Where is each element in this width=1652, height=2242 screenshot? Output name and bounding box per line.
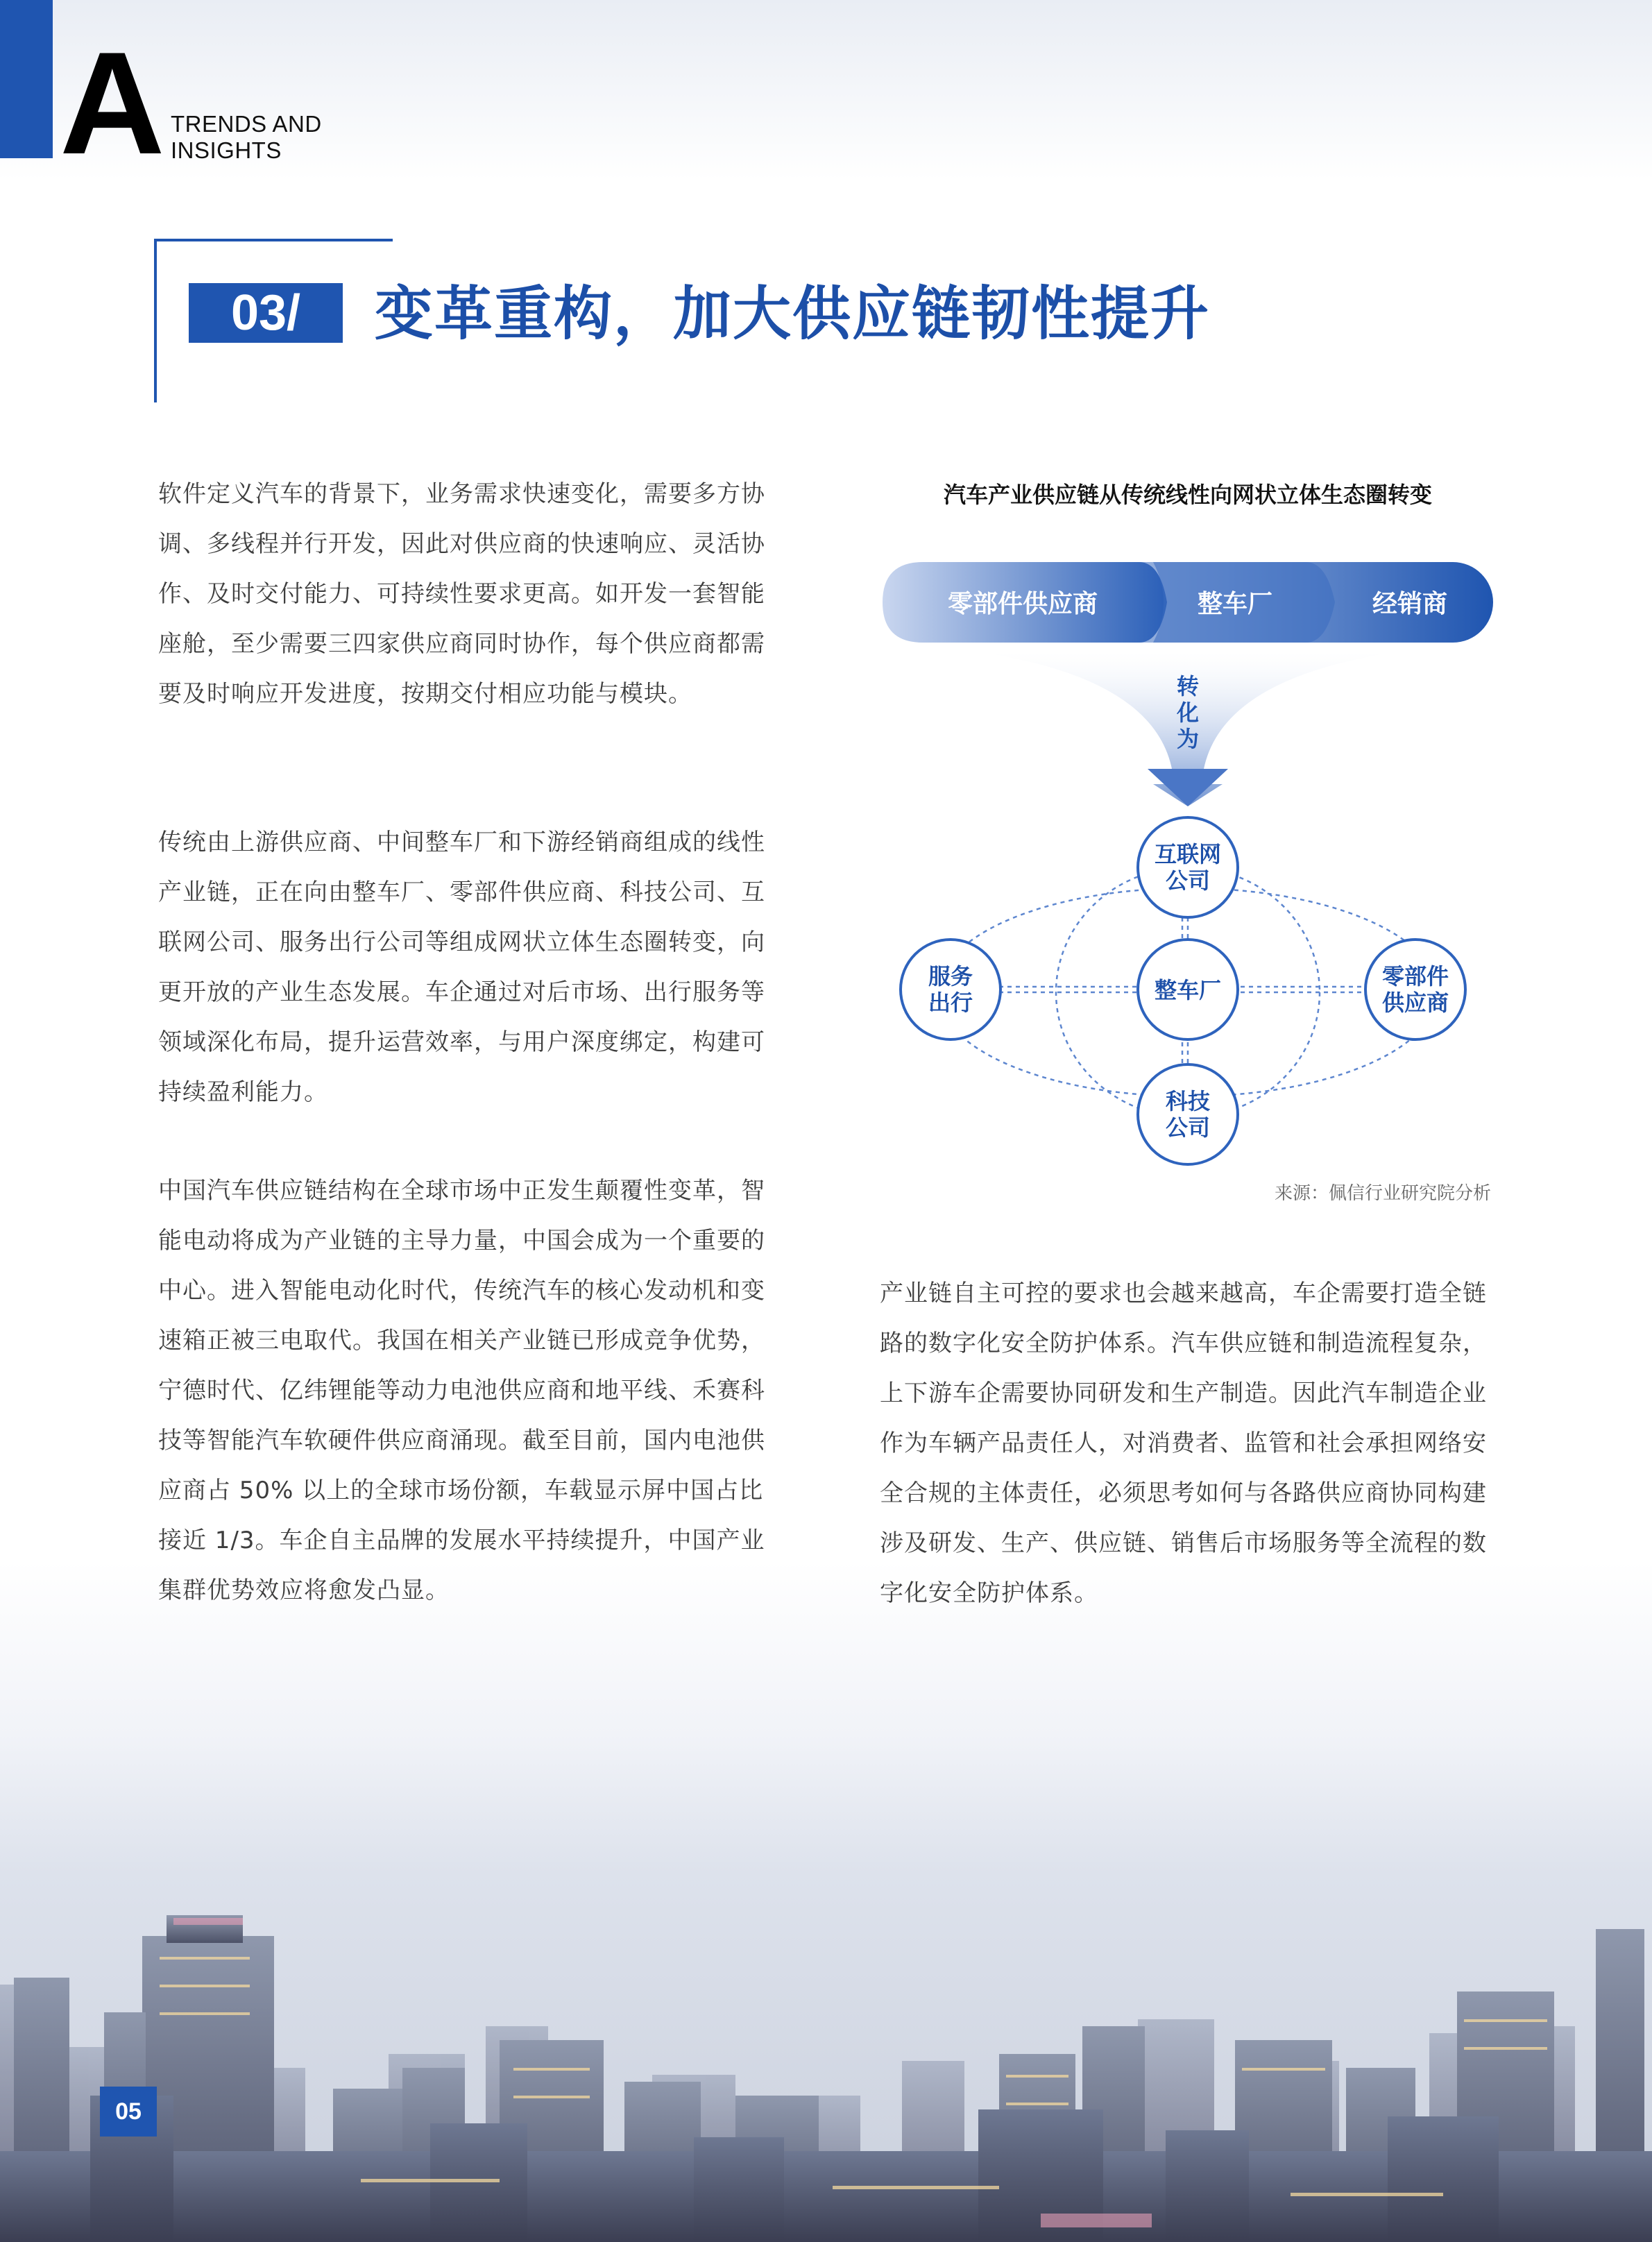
linear-chain-bar — [883, 562, 1493, 643]
section-tag-line2: INSIGHTS — [171, 137, 282, 163]
node-parts-supplier — [1365, 940, 1465, 1039]
section-tag-line1: TRENDS AND — [171, 111, 322, 137]
node-oem-label: 整车厂 — [1154, 977, 1222, 1003]
arrow-label-3: 为 — [1176, 726, 1200, 752]
node-mobility-service — [901, 940, 1000, 1039]
node-tech-line2: 公司 — [1165, 1114, 1211, 1141]
node-internet-company — [1138, 817, 1238, 917]
left-paragraph-2: 传统由上游供应商、中间整车厂和下游经销商组成的线性产业链，正在向由整车厂、零部件供应商、科技公司、互联网公司、服务出行公司等组成网状立体生态圈转变，向更开放的产业生态发展。车企通过对后市场、出行服务等领域深化布局，提升运营效率，与用户深度绑定，构建可持续盈利能力。 — [158, 829, 765, 1106]
header-accent-bar — [0, 0, 53, 158]
transform-arrow — [980, 652, 1396, 806]
supply-chain-diagram — [876, 548, 1500, 1180]
right-paragraph-1: 产业链自主可控的要求也会越来越高，车企需要打造全链路的数字化安全防护体系。汽车供应链和制造流程复杂，上下游车企需要协同研发和生产制造。因此汽车制造企业作为车辆产品责任人，对消费者、监管和社会承担网络安全合规的主体责任，必须思考如何与各路供应商协同构建涉及研发、生产、供应链、销售后市场服务等全流程的数字化安全防护体系。 — [880, 1280, 1487, 1607]
city-skyline-image — [0, 1887, 1652, 2242]
diagram-source: 来源：佩信行业研究院分析 — [1274, 1183, 1491, 1204]
node-mobility-line2: 出行 — [928, 990, 973, 1016]
node-internet-line1: 互联网 — [1154, 841, 1222, 867]
chain-label-parts: 零部件供应商 — [947, 590, 1098, 618]
arrow-label-1: 转 — [1176, 673, 1200, 699]
title-number-badge: 03/ — [189, 283, 343, 343]
node-mobility-line1: 服务 — [928, 963, 973, 990]
left-paragraph-1: 软件定义汽车的背景下，业务需求快速变化，需要多方协调、多线程并行开发，因此对供应商的快速响应、灵活协作、及时交付能力、可持续性要求更高。如开发一套智能座舱，至少需要三四家供应商同时协作，每个供应商都需要及时响应开发进度，按期交付相应功能与模块。 — [158, 480, 765, 708]
node-oem — [1138, 940, 1238, 1039]
section-letter: A — [60, 22, 165, 185]
title-frame-horizontal — [154, 239, 393, 241]
node-tech-company — [1138, 1064, 1238, 1164]
page-number: 05 — [100, 2087, 157, 2137]
page-title: 变革重构，加大供应链韧性提升 — [375, 280, 1211, 348]
title-frame-vertical — [154, 239, 157, 402]
section-tag — [171, 111, 322, 164]
chain-label-oem: 整车厂 — [1197, 590, 1273, 618]
node-parts-line2: 供应商 — [1381, 990, 1449, 1016]
node-internet-line2: 公司 — [1165, 867, 1211, 894]
diagram-title: 汽车产业供应链从传统线性向网状立体生态圈转变 — [943, 482, 1432, 508]
arrow-label-2: 化 — [1176, 699, 1200, 726]
node-tech-line1: 科技 — [1165, 1088, 1211, 1114]
node-parts-line1: 零部件 — [1381, 963, 1449, 990]
left-paragraph-3: 中国汽车供应链结构在全球市场中正发生颠覆性变革，智能电动将成为产业链的主导力量，中国会成为一个重要的中心。进入智能电动化时代，传统汽车的核心发动机和变速箱正被三电取代。我国在相关产业链已形成竞争优势，宁德时代、亿纬锂能等动力电池供应商和地平线、禾赛科技等智能汽车软硬件供应商涌现。截至目前，国内电池供应商占 50% 以上的全球市场份额，车载显示屏中国占比接近 1/3。车企自主品牌的发展水平持续提升，中国产业集群优势效应将愈发凸显。 — [158, 1177, 765, 1604]
chain-label-dealer: 经销商 — [1372, 590, 1448, 618]
